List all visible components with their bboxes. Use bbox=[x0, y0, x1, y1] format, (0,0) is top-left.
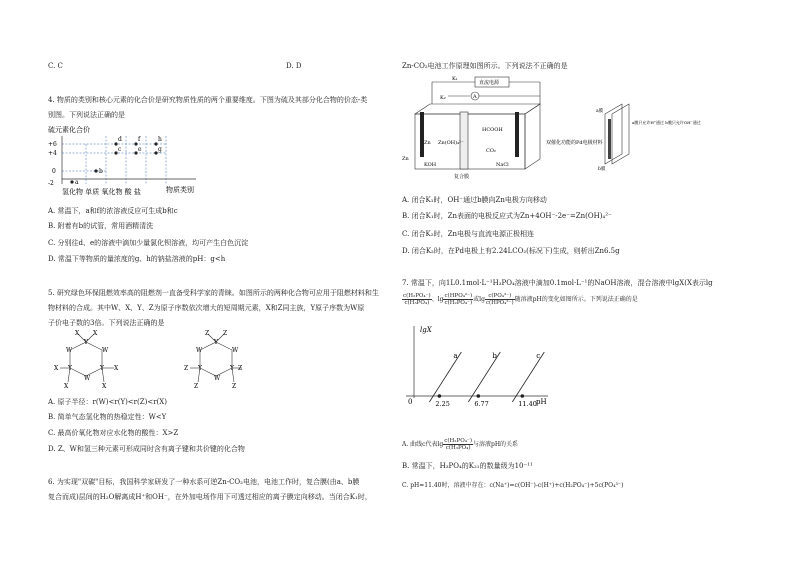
q7-option-b: B. 常温下，H₃PO₄的K₂₁的数量级为10⁻¹¹ bbox=[402, 462, 533, 470]
s1-y3: Y bbox=[100, 365, 104, 372]
label-znoh: Zn(OH)₄²⁻ bbox=[438, 140, 464, 146]
option-d-top: D. D bbox=[286, 62, 302, 70]
point-e: e bbox=[138, 146, 142, 153]
q7-option-c: C. pH=11.40时，溶液中存在：c(Na⁺)=c(OH⁻)-c(H⁺)+c(H₂PO₄⁻)+5c(PO₄³⁻) bbox=[402, 482, 624, 489]
s1-w2: W bbox=[102, 347, 109, 354]
label-a-mem: a膜 bbox=[596, 109, 604, 114]
q7-xlabel: pH bbox=[536, 398, 547, 406]
x-tick-c: 11.40 bbox=[518, 400, 537, 408]
frac3-den: c(HPO₄²⁻) bbox=[485, 300, 514, 307]
point-h: h bbox=[158, 136, 162, 143]
q7-lgx-chart bbox=[400, 322, 570, 408]
q6-battery-diagram bbox=[400, 74, 701, 184]
frac1-num: c(H₂PO₄⁻) bbox=[403, 293, 431, 299]
s1-y1: Y bbox=[84, 339, 88, 346]
label-zn-left: Zn bbox=[424, 140, 431, 146]
q7-ylabel: lgX bbox=[420, 326, 432, 334]
q5-stem-line3: 子价电子数的3倍。下列说法正确的是 bbox=[48, 319, 165, 327]
label-k1: K₁ bbox=[452, 76, 458, 82]
q7-sep2: 或lg bbox=[473, 296, 485, 304]
label-k2: K₂ bbox=[440, 95, 446, 101]
frac3-num: c(PO₄³⁻) bbox=[485, 293, 515, 300]
point-a: a bbox=[75, 179, 79, 186]
q5-option-a: A. 原子半径：r(W)<r(Y)<r(Z)<r(X) bbox=[48, 398, 167, 406]
frac2-num: c(HPO₄²⁻) bbox=[444, 293, 473, 299]
s2-z4: Z bbox=[238, 365, 243, 372]
series-label-a: a bbox=[453, 352, 458, 360]
y-tick-m2: -2 bbox=[48, 180, 54, 187]
q4-stem-line2: 别图。下列说法正确的是 bbox=[48, 111, 125, 119]
series-label-c: c bbox=[536, 352, 541, 360]
q5-option-b: B. 简单气态氢化物的热稳定性：W<Y bbox=[48, 413, 167, 421]
label-zn: Zn bbox=[402, 156, 409, 162]
q4-option-b: B. 附着有b的试管，常用酒精清洗 bbox=[48, 222, 154, 230]
frac2-den: c(H₂PO₄⁻) bbox=[444, 300, 473, 307]
intercept-point-b bbox=[477, 394, 481, 398]
s1-x3: X bbox=[54, 365, 59, 372]
q5-option-c: C. 最高价氧化物对应水化物的酸性：X>Z bbox=[48, 429, 179, 437]
s2-w2: W bbox=[232, 347, 239, 354]
s2-z3: Z bbox=[184, 365, 189, 372]
x-tick-a: 2.25 bbox=[435, 400, 450, 408]
s1-x1: X bbox=[75, 330, 80, 337]
s2-y3: Y bbox=[230, 365, 234, 372]
s2-z1: Z bbox=[205, 330, 210, 337]
s1-x4: X bbox=[114, 365, 119, 372]
point-b: b bbox=[99, 168, 103, 175]
intercept-point-c bbox=[521, 394, 525, 398]
q4-x-categories: 氢化物 单质 氧化物 酸 盐 bbox=[62, 188, 141, 196]
s1-x6: X bbox=[102, 383, 107, 390]
label-hcooh: HCOOH bbox=[482, 127, 503, 133]
q6-right-stem: Zn-CO₂电池工作原理如图所示。下列说法不正确的是 bbox=[402, 62, 568, 70]
q7-sep1: 、lg bbox=[431, 296, 444, 304]
q6-stem-line2: 复合而成)层间的H₂O解离成H⁺和OH⁻，在外加电场作用下可透过相应的离子膜定向移动。当闭合K₁时， bbox=[48, 493, 372, 501]
q7-stem-line2 bbox=[402, 293, 638, 306]
s2-y2: Y bbox=[198, 365, 202, 372]
s2-w3: W bbox=[214, 375, 221, 382]
q7-stem-line2-after: 随溶液pH的变化如图所示。下列说法正确的是 bbox=[514, 296, 638, 304]
q7-origin: 0 bbox=[408, 398, 413, 406]
q7-option-a-pre: A. 曲线c代表lg bbox=[402, 441, 444, 449]
q5-stem-line2: 物材料的合成。其中W、X、Y、Z为原子序数依次增大的短周期元素，X和Z同主族，Y原子序数为W原 bbox=[48, 304, 365, 312]
opta-num: c(H₂PO₄⁻) bbox=[444, 438, 472, 444]
opta-den: c(H₃PO₄) bbox=[445, 445, 471, 452]
label-nacl: NaCl bbox=[496, 162, 509, 168]
y-tick-p4: +4 bbox=[48, 150, 57, 157]
q6-option-c: C. 闭合K₂时，Zn电极与直流电源正极相连 bbox=[402, 230, 534, 238]
s1-w3: W bbox=[84, 375, 91, 382]
q5-structure-figure bbox=[46, 330, 246, 392]
s2-z6: Z bbox=[232, 383, 237, 390]
label-pd: 双催化功能的Pd电极材料 bbox=[546, 140, 603, 146]
point-c: c bbox=[118, 146, 122, 153]
s1-y2: Y bbox=[68, 365, 72, 372]
y-tick-0: 0 bbox=[52, 168, 56, 175]
y-tick-p6: +6 bbox=[48, 141, 57, 148]
s1-w1: W bbox=[66, 347, 73, 354]
label-co2: CO₂ bbox=[486, 148, 496, 154]
q4-x-axis-label: 物质类别 bbox=[166, 186, 194, 194]
q4-stem-line1: 4. 物质的类别和核心元素的化合价是研究物质性质的两个重要维度。下图为硫及其部分化合物的价态-类 bbox=[48, 96, 368, 104]
label-ammeter: A bbox=[473, 94, 477, 100]
q4-valence-chart bbox=[46, 124, 216, 199]
label-membrane: 复合膜 bbox=[454, 174, 470, 180]
q7-stem-line1: 7. 常温下，向1L0.1mol·L⁻¹H₃PO₄溶液中滴加0.1mol·L⁻¹的NaOH溶液，混合溶液中lgX(X表示lg bbox=[402, 279, 713, 287]
series-label-b: b bbox=[492, 352, 497, 360]
q4-option-a: A. 常温下，a和f的浓溶液反应可生成b和c bbox=[48, 207, 178, 215]
q4-chart-title: 硫元素化合价 bbox=[48, 126, 90, 134]
q6-option-b: B. 闭合K₁时，Zn表面的电极反应式为Zn+4OH⁻-2e⁻=Zn(OH)₄²⁻ bbox=[402, 212, 612, 220]
point-f: f bbox=[138, 136, 141, 143]
s2-z5: Z bbox=[194, 383, 199, 390]
option-c-top: C. C bbox=[48, 62, 63, 70]
point-g: g bbox=[158, 146, 162, 153]
q5-stem-line1: 5. 研究绿色环保阻燃效率高的阻燃剂一直备受科学家的青睐。如图所示的两种化合物可应用于阻燃材料和生 bbox=[48, 289, 379, 297]
label-koh: KOH bbox=[424, 162, 437, 168]
s2-y1: Y bbox=[214, 339, 218, 346]
q7-option-a bbox=[402, 438, 518, 451]
label-power: 直流电源 bbox=[479, 80, 500, 86]
q4-option-c: C. 分别往d、e的溶液中滴加少量氯化钡溶液，均可产生白色沉淀 bbox=[48, 239, 249, 247]
q6-option-a: A. 闭合K₁时，OH⁻通过b膜向Zn电极方向移动 bbox=[402, 196, 547, 204]
label-mem-legend: a膜只允许H⁺通过 b膜只允许OH⁻通过 bbox=[632, 120, 701, 125]
point-d: d bbox=[118, 136, 122, 143]
s2-z2: Z bbox=[223, 330, 228, 337]
q4-option-d: D. 常温下等物质的量浓度的g、h的钠盐溶液的pH：g<h bbox=[48, 255, 226, 263]
s1-x5: X bbox=[64, 383, 69, 390]
q6-option-d: D. 闭合K₂时，在Pd电极上有2.24LCO₂(标况下)生成，则析出Zn6.5g bbox=[402, 247, 620, 255]
s1-x2: X bbox=[93, 330, 98, 337]
frac1-den: c(H₃PO₄) bbox=[404, 300, 430, 307]
s2-w1: W bbox=[196, 347, 203, 354]
q6-stem-line1: 6. 为实现"双碳"目标，我国科学家研发了一种水系可逆Zn-CO₂电池，电池工作时，复合膜(由a、b膜 bbox=[48, 478, 360, 486]
q5-option-d: D. Z、W和氢三种元素可形成同时含有离子键和共价键的化合物 bbox=[48, 445, 245, 453]
label-b-mem: b膜 bbox=[598, 167, 606, 172]
q7-option-a-post: 与溶液pH的关系 bbox=[472, 441, 519, 449]
intercept-point-a bbox=[438, 394, 442, 398]
x-tick-b: 6.77 bbox=[474, 400, 489, 408]
